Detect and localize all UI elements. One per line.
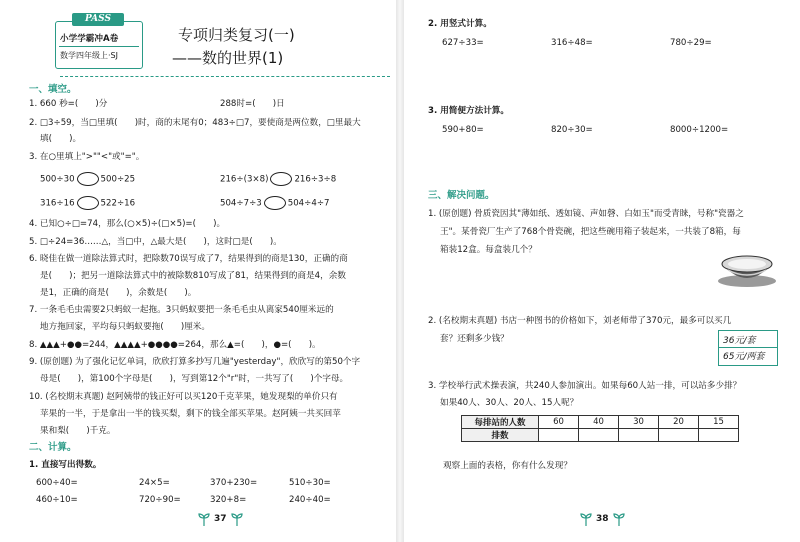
q7-line2: 地方拖回家，平均每只蚂蚁要拖( )厘米。	[40, 322, 210, 332]
price-single: 36元/套	[723, 336, 756, 346]
price-tag	[718, 330, 778, 366]
vertical-calc-title: 2. 用竖式计算。	[428, 19, 492, 29]
section-calculation: 二、计算。	[29, 442, 77, 453]
observe-question: 观察上面的表格，你有什么发现？	[443, 461, 572, 471]
q1b: 288时=( )日	[220, 99, 285, 109]
q10-line1: 10. (名校期末真题) 赵阿姨带的钱正好可以买120千克苹果，她发现梨的单价只有	[29, 392, 338, 402]
q9-line2: 母是( )，第100个字母是( )，写到第12个"r"时，一共写了( )个字母。	[40, 374, 349, 384]
q3-r2-a1: 316÷16	[40, 198, 75, 209]
sprout-icon	[198, 512, 210, 526]
simple-3: 8000÷1200=	[670, 125, 729, 135]
section-fill-blank: 一、填空。	[29, 84, 77, 95]
sprout-icon	[580, 512, 592, 526]
vertical-1: 627÷33=	[442, 38, 484, 48]
p2-line2: 套？还剩多少钱？	[440, 334, 509, 344]
page-title-line2: ——数的世界(1)	[172, 49, 284, 67]
rows-table	[461, 415, 739, 442]
q4: 4. 已知○÷□=74，那么(○×5)÷(□×5)=( )。	[29, 219, 226, 229]
q3-r2-b1: 504÷7÷3	[220, 198, 262, 209]
q3-r1-b2: 216÷3÷8	[294, 174, 337, 185]
q10-line3: 果和梨( )千克。	[40, 426, 116, 436]
section-problems: 三、解决问题。	[428, 190, 495, 201]
grade-label: 数学四年级上·SJ	[60, 51, 118, 60]
sprout-icon	[613, 512, 625, 526]
table-answer-cell[interactable]	[659, 429, 699, 442]
compare-circle[interactable]	[270, 172, 292, 186]
table-cell: 20	[659, 416, 699, 429]
series-name: 小学学霸冲A卷	[60, 34, 119, 44]
q3-r2-a2: 522÷16	[100, 198, 136, 209]
p3-line1: 3. 学校举行武术操表演，共240人参加演出。如果每60人站一排，可以站多少排？	[428, 381, 742, 391]
table-cell: 60	[539, 416, 579, 429]
page-number-38: 38	[596, 514, 609, 524]
q1a: 1. 660 秒=( )分	[29, 99, 108, 109]
table-cell: 40	[579, 416, 619, 429]
q9-line1: 9. (原创题) 为了强化记忆单词，欣欣打算多抄写几遍"yesterday"，欣欣写的第50个字	[29, 357, 361, 367]
price-double: 65元/两套	[723, 352, 765, 362]
table-answer-cell[interactable]	[619, 429, 659, 442]
p1-line3: 箱装12盒。每盒装几个？	[440, 245, 537, 255]
series-badge	[55, 14, 143, 69]
calc-r1-c1: 600÷40=	[36, 478, 78, 488]
calc-r1-c3: 370+230=	[210, 478, 258, 488]
table-row	[462, 429, 739, 442]
q3-row1-a	[40, 172, 135, 186]
pass-logo: PASS	[72, 13, 124, 26]
table-answer-cell[interactable]	[579, 429, 619, 442]
q3-row2-b	[220, 196, 330, 210]
q6-line3: 是1，正确的商是( )，余数是( )。	[40, 288, 197, 298]
p2-line1: 2. (名校期末真题) 书店一种图书的价格如下，刘老师带了370元，最多可以买几	[428, 316, 732, 326]
simple-2: 820÷30=	[551, 125, 593, 135]
p1-line1: 1. (原创题) 骨质瓷因其"薄如纸、透如镜、声如磬、白如玉"而受青睐，号称"瓷器之	[428, 209, 744, 219]
calc-r1-c4: 510÷30=	[289, 478, 331, 488]
simple-1: 590+80=	[442, 125, 484, 135]
calc-r2-c1: 460÷10=	[36, 495, 78, 505]
porcelain-bowl-image	[716, 248, 778, 288]
compare-circle[interactable]	[264, 196, 286, 210]
table-cell: 30	[619, 416, 659, 429]
q3-r1-b1: 216÷(3×8)	[220, 174, 269, 185]
q2-line2: 填( )。	[40, 134, 82, 144]
compare-circle[interactable]	[77, 172, 99, 186]
compare-circle[interactable]	[77, 196, 99, 210]
table-header-rows: 排数	[462, 429, 539, 442]
calc-r1-c2: 24×5=	[139, 478, 170, 488]
table-answer-cell[interactable]	[699, 429, 739, 442]
q6-line1: 6. 晓佳在做一道除法算式时，把除数70误写成了7，结果得到的商是130，正确的商	[29, 254, 348, 264]
q3: 3. 在○里填上">""<"或"="。	[29, 152, 145, 162]
table-answer-cell[interactable]	[539, 429, 579, 442]
table-cell: 15	[699, 416, 739, 429]
vertical-2: 316÷48=	[551, 38, 593, 48]
page-37	[0, 0, 396, 542]
q5: 5. □÷24=36……△，当□中，△最大是( )，这时□是( )。	[29, 237, 282, 247]
q6-line2: 是( )；把另一道除法算式中的被除数810写成了81，结果得到的商是4，余数	[40, 271, 346, 281]
table-header-people: 每排站的人数	[462, 416, 539, 429]
calc-r2-c2: 720÷90=	[139, 495, 181, 505]
vertical-3: 780÷29=	[670, 38, 712, 48]
title-divider	[60, 76, 390, 77]
table-row	[462, 416, 739, 429]
price-divider	[719, 347, 777, 348]
q7-line1: 7. 一条毛毛虫需要2只蚂蚁一起拖。3只蚂蚁要把一条毛毛虫从离家540厘米远的	[29, 305, 334, 315]
calc-r2-c4: 240÷40=	[289, 495, 331, 505]
q2-line1: 2. □3÷59，当□里填( )时，商的末尾有0；483÷□7，要使商是两位数，□里最大	[29, 118, 361, 128]
page-title-line1: 专项归类复习(一)	[178, 26, 295, 44]
badge-divider	[59, 46, 139, 47]
q3-r2-b2: 504÷4÷7	[287, 198, 330, 209]
q3-row1-b	[220, 172, 336, 186]
q3-r1-a1: 500÷30	[40, 174, 75, 185]
calc-subtitle: 1. 直接写出得数。	[29, 460, 102, 470]
q3-r1-a2: 500÷25	[100, 174, 136, 185]
sprout-icon	[231, 512, 243, 526]
simple-calc-title: 3. 用简便方法计算。	[428, 106, 509, 116]
p1-line2: 王"。某骨瓷厂生产了768个骨瓷碗，把这些碗用箱子装起来，一共装了8箱，每	[440, 227, 741, 237]
p3-line2: 如果40人、30人、20人、15人呢？	[440, 398, 579, 408]
calc-r2-c3: 320+8=	[210, 495, 247, 505]
book-gutter	[396, 0, 404, 542]
q10-line2: 苹果的一半，于是拿出一半的钱买梨，剩下的钱全部买苹果。赵阿姨一共买回苹	[40, 409, 341, 419]
q3-row2-a	[40, 196, 135, 210]
q8: 8. ▲▲▲+●●=244，▲▲▲▲+●●●●=264，那么▲=( )，●=( )。	[29, 340, 321, 350]
page-number-37: 37	[214, 514, 227, 524]
